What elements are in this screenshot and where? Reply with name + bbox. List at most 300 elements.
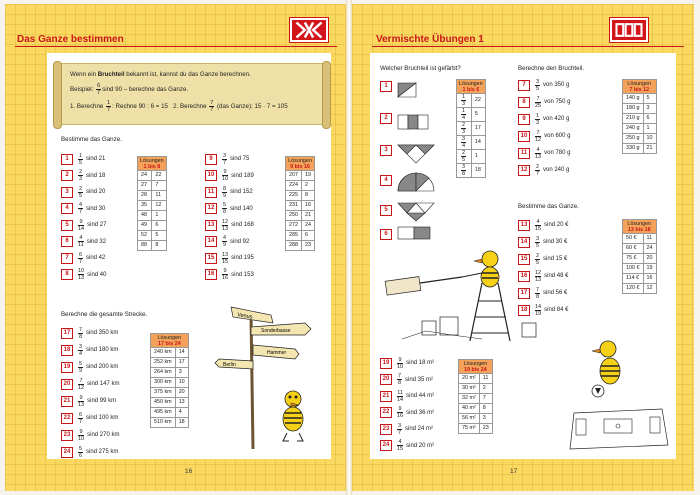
- signpost-sign-berlin: [215, 359, 253, 369]
- solution-cell: 140 g: [623, 94, 644, 104]
- solution-cell: 210 g: [623, 114, 644, 124]
- solution-cell: 225: [286, 191, 302, 201]
- exercise-number: 5: [61, 220, 73, 231]
- exercise-number: 24: [380, 440, 392, 451]
- exercise-text: sind 99 km: [87, 398, 117, 404]
- fraction: [461, 108, 466, 121]
- solution-cell: [457, 164, 472, 178]
- svg-text:Venus: Venus: [236, 312, 253, 321]
- exercise-item: [380, 440, 434, 452]
- exercise-text: sind 44 m²: [406, 393, 435, 399]
- solution-cell: 180 g: [623, 104, 644, 114]
- solution-cell: 20 m²: [459, 374, 480, 384]
- exercise-text: sind 189: [231, 172, 254, 179]
- solution-cell: 18: [471, 164, 485, 178]
- exercise-item: [380, 374, 433, 386]
- solutions-row: [151, 378, 189, 388]
- numerator: 8: [222, 185, 227, 192]
- exercise-item: [61, 395, 116, 407]
- exercise-text: sind 100 km: [86, 415, 119, 421]
- paint-buckets-icon: [402, 317, 536, 339]
- exercise-item: [61, 153, 105, 165]
- numerator: 12: [535, 269, 542, 276]
- numerator: 12: [222, 218, 229, 225]
- fraction: [78, 252, 83, 265]
- exercise-text: von 240 g: [543, 167, 570, 173]
- intro-text: Beispiel:: [70, 86, 96, 94]
- solutions-header: [151, 334, 189, 348]
- solutions-row: [286, 211, 315, 221]
- exercise-item: [205, 153, 249, 165]
- solutions-row: [138, 171, 167, 181]
- solutions-row: [138, 241, 167, 251]
- numerator: 7: [536, 129, 540, 136]
- exercise-number: 11: [205, 187, 217, 198]
- solution-cell: 12: [643, 284, 656, 294]
- denominator: 5: [78, 192, 83, 199]
- denominator: 15: [397, 446, 404, 452]
- fraction: [78, 186, 83, 199]
- solutions-range: 1 bis 6: [462, 86, 480, 93]
- section-heading: Bestimme das Ganze.: [61, 136, 122, 143]
- solution-cell: 272: [286, 221, 302, 231]
- solution-cell: [457, 122, 472, 136]
- solution-cell: 8: [479, 404, 492, 414]
- exercise-number: 1: [61, 154, 73, 165]
- exercise-item: [518, 130, 570, 142]
- fraction: [78, 412, 83, 425]
- exercise-text: sind 153: [231, 271, 254, 278]
- denominator: 12: [78, 384, 85, 391]
- denominator: 8: [535, 293, 540, 300]
- solutions-row: [286, 221, 315, 231]
- solution-cell: 1: [152, 211, 166, 221]
- exercise-text: sind 42: [86, 255, 106, 261]
- denominator: 4: [78, 350, 83, 357]
- fraction: [397, 373, 402, 386]
- numerator: 3: [535, 235, 540, 242]
- right-page: [352, 4, 694, 491]
- exercise-number: 23: [380, 424, 392, 435]
- fraction: [461, 94, 466, 107]
- numerator: 1: [535, 112, 540, 119]
- solutions-row: [286, 171, 315, 181]
- denominator: 7: [78, 258, 83, 265]
- exercise-text: sind 20: [86, 189, 106, 195]
- exercise-number: 10: [518, 131, 530, 142]
- solutions-label: Lösungen: [627, 220, 652, 227]
- intro-text: 1. Berechne: [70, 103, 106, 111]
- title-rule: [15, 46, 337, 47]
- solution-cell: 114 €: [623, 274, 644, 284]
- exercise-text: von 350 g: [543, 82, 570, 88]
- exercise-number: 2: [380, 113, 392, 124]
- denominator: 13: [78, 275, 85, 281]
- exercise-text: sind 20 €: [544, 222, 569, 228]
- section-heading: Bestimme das Ganze.: [518, 203, 579, 210]
- numerator: 3: [78, 343, 83, 350]
- denominator: 3: [535, 119, 540, 126]
- solutions-row: [459, 424, 493, 434]
- solutions-row: [457, 164, 486, 178]
- exercise-panel: [47, 53, 331, 459]
- numerator: 3: [397, 422, 402, 429]
- info-scroll: [57, 63, 327, 125]
- exercise-text: von 750 g: [544, 99, 571, 105]
- numerator: 4: [79, 235, 83, 241]
- denominator: 7: [210, 107, 214, 113]
- numerator: 3: [461, 136, 466, 142]
- fraction: [78, 202, 83, 215]
- exercise-text: sind 24 m²: [405, 426, 434, 432]
- solution-cell: 40 m²: [459, 404, 480, 414]
- denominator: 19: [535, 310, 542, 317]
- solutions-row: [623, 244, 657, 254]
- intro-text: 2. Berechne: [173, 103, 209, 111]
- exercise-item: [61, 203, 105, 215]
- solution-cell: 250: [286, 211, 302, 221]
- fraction: [222, 153, 227, 166]
- denominator: 16: [397, 413, 404, 419]
- denominator: 5: [461, 157, 466, 163]
- exercise-number: 9: [205, 154, 217, 165]
- denominator: 9: [222, 192, 227, 199]
- solution-cell: 24: [138, 171, 152, 181]
- solutions-header: [457, 80, 486, 94]
- solutions-row: [151, 348, 189, 358]
- exercise-number: 12: [518, 165, 530, 176]
- signpost-sign-sonderbasse: [251, 323, 311, 335]
- denominator: 13: [535, 276, 542, 283]
- exercise-number: 16: [205, 269, 217, 280]
- numerator: 2: [78, 169, 83, 175]
- solution-cell: 6: [152, 221, 166, 231]
- exercise-number: 9: [518, 114, 530, 125]
- solutions-header-row: [459, 360, 493, 374]
- solutions-range: 17 bis 24: [157, 340, 181, 347]
- exercise-text: sind 75: [230, 156, 250, 162]
- solution-cell: 56 m²: [459, 414, 480, 424]
- solution-cell: 20: [175, 388, 188, 398]
- numerator: 4: [536, 218, 540, 225]
- intro-keyword: Bruchteil: [97, 71, 125, 78]
- denominator: 15: [222, 258, 229, 265]
- numerator: 9: [398, 356, 402, 363]
- numerator: 9: [223, 268, 227, 274]
- solution-cell: 231: [286, 201, 302, 211]
- denominator: 3: [78, 176, 83, 182]
- fraction: [461, 150, 466, 163]
- exercise-text: sind 27: [87, 222, 107, 228]
- shape-rectangle-2-icon: [398, 115, 428, 129]
- exercise-text: sind 275 km: [86, 449, 119, 455]
- fraction: [78, 153, 83, 166]
- solution-cell: 5: [152, 231, 166, 241]
- section-heading: Berechne die gesamte Strecke.: [61, 311, 148, 318]
- solutions-row: [151, 398, 189, 408]
- solution-cell: 288: [286, 241, 302, 251]
- bird-character-icon: [283, 391, 303, 441]
- solution-cell: 1: [471, 150, 485, 164]
- numerator: 9: [79, 218, 83, 225]
- solution-cell: 19: [302, 171, 315, 181]
- numerator: 7: [535, 286, 540, 293]
- exercise-text: sind 140: [230, 205, 253, 212]
- ladder-icon: [470, 283, 510, 341]
- exercise-text: von 420 g: [543, 116, 570, 122]
- solutions-header-row: [286, 157, 315, 171]
- solution-cell: 285: [286, 231, 302, 241]
- exercise-number: 21: [61, 396, 73, 407]
- exercise-number: 24: [61, 447, 73, 458]
- exercise-item: [61, 170, 105, 182]
- exercise-text: sind 21: [86, 156, 106, 162]
- solution-cell: 52: [138, 231, 152, 241]
- exercise-item: [205, 219, 254, 231]
- numerator: 2: [461, 122, 466, 128]
- exercise-item: [61, 327, 118, 339]
- exercise-item: [61, 236, 106, 248]
- brush-icon: [385, 277, 462, 296]
- solutions-header-row: [457, 80, 486, 94]
- solution-cell: 21: [302, 211, 315, 221]
- fraction: [106, 100, 111, 113]
- exercise-item: [61, 344, 118, 356]
- numerator: 1: [107, 100, 111, 106]
- solution-cell: 3: [479, 414, 492, 424]
- solutions-row: [623, 144, 657, 154]
- fraction: [397, 406, 403, 419]
- solution-cell: 264 km: [151, 368, 176, 378]
- exercise-number: 18: [61, 345, 73, 356]
- solutions-row: [623, 114, 657, 124]
- solution-cell: 3: [643, 104, 656, 114]
- solution-cell: 12: [152, 201, 166, 211]
- fraction: [535, 130, 541, 143]
- exercise-number: 23: [61, 430, 73, 441]
- numerator: 5: [78, 445, 83, 452]
- fraction: [222, 252, 228, 265]
- solutions-row: [138, 231, 167, 241]
- shape-triangle-3-icon: [398, 145, 434, 163]
- numerator: 13: [222, 251, 229, 258]
- numerator: 9: [223, 169, 227, 175]
- exercise-number: 7: [61, 253, 73, 264]
- exercise-text: sind 92: [230, 238, 250, 245]
- solution-cell: 100 €: [623, 264, 644, 274]
- exercise-number: 14: [518, 237, 530, 248]
- fraction: [535, 79, 540, 92]
- intro-text: (das Ganze): 15 · 7 = 105: [215, 103, 288, 111]
- solution-cell: 5: [471, 108, 485, 122]
- solution-cell: 14: [471, 136, 485, 150]
- solutions-row: [623, 284, 657, 294]
- solutions-header: [138, 157, 167, 171]
- solution-cell: 8: [152, 241, 166, 251]
- shape-rectangle-6-icon: [398, 227, 430, 239]
- solutions-range: 13 bis 18: [627, 226, 651, 233]
- denominator: 11: [78, 242, 84, 248]
- solution-cell: 300 km: [151, 378, 176, 388]
- denominator: 8: [222, 209, 227, 215]
- exercise-text: sind 18: [86, 172, 106, 179]
- exercise-item: [205, 252, 254, 264]
- exercise-number: 2: [61, 170, 73, 181]
- solutions-row: [623, 94, 657, 104]
- denominator: 4: [461, 115, 466, 121]
- exercise-number: 1: [380, 81, 392, 92]
- fraction: [96, 83, 101, 96]
- fraction: [535, 96, 541, 109]
- solutions-header: [623, 220, 657, 234]
- exercise-item: [61, 186, 105, 198]
- exercise-text: sind 200 km: [86, 364, 119, 370]
- denominator: 25: [535, 102, 542, 109]
- solution-cell: 495 km: [151, 408, 176, 418]
- signpost-sign-hammer: [253, 345, 299, 359]
- exercise-text: sind 30: [86, 205, 106, 212]
- exercise-number: 3: [380, 145, 392, 156]
- solution-cell: 75 €: [623, 254, 644, 264]
- denominator: 5: [535, 259, 540, 266]
- title-rule: [372, 46, 684, 47]
- fraction: [461, 164, 466, 177]
- solution-cell: 7: [152, 181, 166, 191]
- solution-cell: [457, 94, 472, 108]
- numerator: 6: [78, 411, 83, 418]
- solutions-row: [286, 231, 315, 241]
- solution-cell: 30 m²: [459, 384, 480, 394]
- exercise-text: sind 18 m²: [406, 360, 435, 366]
- solutions-row: [457, 150, 486, 164]
- exercise-item: [205, 186, 253, 198]
- denominator: 3: [461, 101, 466, 107]
- denominator: 12: [535, 136, 542, 143]
- intro-text: : Rechne 90 : 6 = 15: [112, 103, 168, 111]
- solutions-header: [286, 157, 315, 171]
- solutions-row: [138, 191, 167, 201]
- solutions-row: [459, 414, 493, 424]
- numerator: 7: [78, 326, 83, 333]
- solutions-table: [137, 156, 167, 251]
- exercise-item: [205, 236, 249, 248]
- exercise-number: 13: [205, 220, 217, 231]
- fraction: [535, 164, 540, 177]
- solution-cell: 375 km: [151, 388, 176, 398]
- solutions-range: 9 bis 16: [290, 163, 310, 170]
- denominator: 4: [461, 143, 466, 149]
- denominator: 13: [222, 225, 229, 232]
- intro-line-2: [70, 83, 318, 96]
- solution-cell: 120 €: [623, 284, 644, 294]
- numerator: 7: [210, 100, 214, 106]
- solution-cell: 49: [138, 221, 152, 231]
- numerator: 4: [398, 439, 402, 445]
- fraction: [78, 395, 84, 408]
- solution-cell: 1: [643, 124, 656, 134]
- solution-cell: 10: [643, 134, 656, 144]
- exercise-item: [518, 147, 570, 159]
- solution-cell: 6: [643, 114, 656, 124]
- exercise-number: 10: [205, 170, 217, 181]
- solutions-row: [151, 368, 189, 378]
- denominator: 6: [78, 452, 83, 459]
- exercise-item: [518, 113, 569, 125]
- exercise-number: 15: [205, 253, 217, 264]
- fraction: [222, 268, 228, 281]
- shape-semicircle-4-icon: [398, 173, 434, 191]
- exercise-item: [61, 219, 106, 231]
- exercise-item: [518, 219, 568, 231]
- exercise-number: 7: [518, 80, 530, 91]
- solution-cell: 207: [286, 171, 302, 181]
- solutions-row: [457, 94, 486, 108]
- page-number: 17: [510, 468, 518, 475]
- fraction: [78, 169, 83, 182]
- exercise-number: 11: [518, 148, 530, 159]
- exercise-item: [61, 446, 118, 458]
- numerator: 9: [79, 394, 83, 401]
- exercise-number: 6: [61, 236, 73, 247]
- denominator: 7: [78, 418, 83, 425]
- fraction: [78, 235, 84, 248]
- bird-painter-icon: [462, 251, 499, 287]
- exercise-number: 5: [380, 205, 392, 216]
- numerator: 11: [397, 389, 403, 396]
- exercise-text: sind 36 m²: [406, 409, 435, 416]
- exercise-item: [61, 429, 119, 441]
- denominator: 7: [397, 429, 402, 436]
- solutions-header-row: [623, 220, 657, 234]
- football-pitch-icon: [570, 409, 668, 449]
- solution-cell: 32 m²: [459, 394, 480, 404]
- solution-cell: 2: [302, 181, 315, 191]
- solution-cell: 3: [175, 368, 188, 378]
- denominator: 3: [461, 129, 466, 135]
- solution-cell: [457, 136, 472, 150]
- intro-text: Wenn ein: [70, 71, 98, 78]
- fraction: [535, 219, 541, 232]
- exercise-item: [380, 407, 434, 419]
- exercise-item: [61, 412, 118, 424]
- solution-cell: 27: [138, 181, 152, 191]
- solutions-row: [623, 104, 657, 114]
- solution-cell: 17: [175, 358, 188, 368]
- solutions-label: Lösungen: [288, 157, 312, 164]
- fraction: [461, 122, 466, 135]
- numerator: 9: [79, 428, 83, 435]
- numerator: 1: [78, 152, 83, 159]
- numerator: 9: [398, 406, 402, 412]
- exercise-panel: [370, 53, 676, 459]
- solutions-table: [285, 156, 315, 251]
- exercise-item: [205, 170, 254, 182]
- page-title: Das Ganze bestimmen: [17, 34, 124, 45]
- solutions-header-row: [138, 157, 167, 171]
- numerator: 1: [461, 108, 466, 114]
- page-title: Vermischte Übungen 1: [376, 34, 484, 45]
- solutions-label: Lösungen: [627, 80, 652, 87]
- exercise-number: 3: [61, 187, 73, 198]
- solution-cell: 5: [643, 94, 656, 104]
- solution-cell: 19: [643, 264, 656, 274]
- exercise-number: 19: [380, 358, 392, 369]
- solutions-row: [623, 124, 657, 134]
- exercise-item: [205, 203, 253, 215]
- numerator: 4: [222, 235, 227, 241]
- denominator: 14: [78, 225, 85, 232]
- exercise-number: 19: [61, 362, 73, 373]
